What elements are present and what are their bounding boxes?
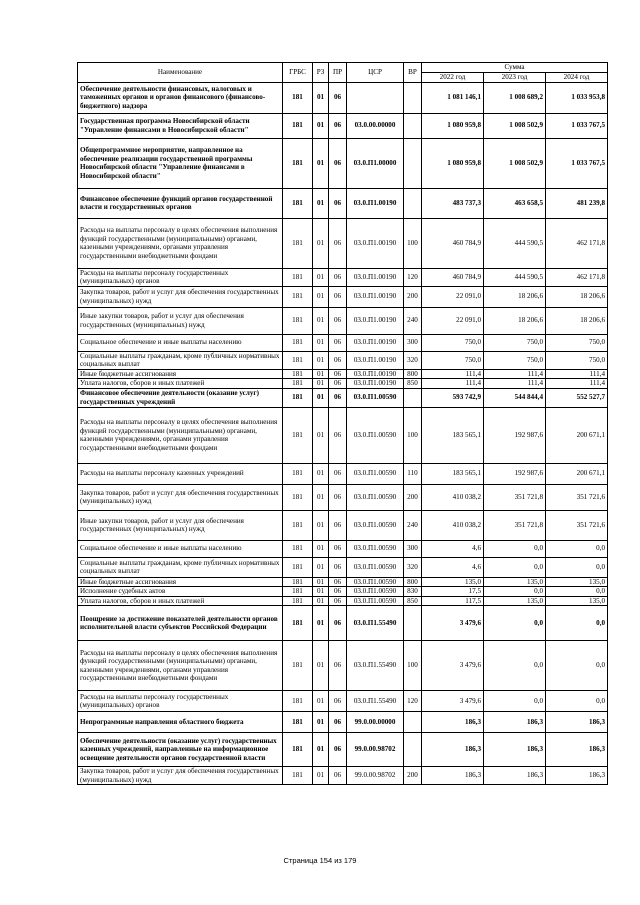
cell-v2024: 0,0 xyxy=(546,691,608,712)
cell-v2023: 544 844,4 xyxy=(484,388,546,407)
cell-pr: 06 xyxy=(329,334,347,351)
cell-v2024: 111,4 xyxy=(546,369,608,379)
table-row xyxy=(78,268,608,286)
cell-v2024: 186,3 xyxy=(546,733,608,767)
cell-vr xyxy=(404,712,422,733)
cell-vr xyxy=(404,138,422,188)
table-row xyxy=(78,369,608,379)
cell-v2024: 481 239,8 xyxy=(546,188,608,218)
cell-v2024: 552 527,7 xyxy=(546,388,608,407)
header-rz: РЗ xyxy=(313,63,329,83)
cell-name: Государственная программа Новосибирской области "Управление финансами в Новосибирской области" xyxy=(78,113,283,138)
cell-v2023: 0,0 xyxy=(484,587,546,597)
cell-csr: 03.0.00.00000 xyxy=(347,113,404,138)
cell-v2022: 17,5 xyxy=(422,587,484,597)
cell-rz: 01 xyxy=(313,218,329,268)
cell-rz: 01 xyxy=(313,712,329,733)
cell-csr: 03.0.П1.00590 xyxy=(347,596,404,606)
cell-name: Обеспечение деятельности (оказание услуг) государственных казенных учреждений, направленные на информационное освещение деятельности органов государственной власти xyxy=(78,733,283,767)
cell-rz: 01 xyxy=(313,733,329,767)
cell-grbs: 181 xyxy=(283,733,313,767)
cell-csr: 03.0.П1.00190 xyxy=(347,307,404,334)
cell-v2023: 750,0 xyxy=(484,351,546,369)
cell-rz: 01 xyxy=(313,577,329,587)
cell-name: Расходы на выплаты персоналу в целях обеспечения выполнения функций государственными (муниципальными) органами, казенными учреждениями, органами управления государственными внебюджетными фондами xyxy=(78,407,283,463)
cell-v2024: 750,0 xyxy=(546,334,608,351)
cell-grbs: 181 xyxy=(283,407,313,463)
table-row xyxy=(78,712,608,733)
cell-name: Расходы на выплаты персоналу государственных (муниципальных) органов xyxy=(78,268,283,286)
cell-name: Исполнение судебных актов xyxy=(78,587,283,597)
cell-rz: 01 xyxy=(313,82,329,113)
cell-grbs: 181 xyxy=(283,510,313,540)
cell-csr: 03.0.П1.55490 xyxy=(347,641,404,691)
cell-v2022: 3 479,6 xyxy=(422,691,484,712)
cell-csr: 03.0.П1.00190 xyxy=(347,218,404,268)
cell-vr: 200 xyxy=(404,484,422,510)
cell-grbs: 181 xyxy=(283,369,313,379)
table-row xyxy=(78,587,608,597)
cell-v2024: 351 721,6 xyxy=(546,484,608,510)
cell-v2022: 111,4 xyxy=(422,379,484,389)
cell-name: Уплата налогов, сборов и иных платежей xyxy=(78,596,283,606)
table-header xyxy=(78,63,608,83)
cell-v2024: 186,3 xyxy=(546,712,608,733)
cell-v2022: 183 565,1 xyxy=(422,463,484,484)
table-row xyxy=(78,218,608,268)
table-row xyxy=(78,388,608,407)
cell-rz: 01 xyxy=(313,691,329,712)
cell-pr: 06 xyxy=(329,407,347,463)
cell-name: Социальные выплаты гражданам, кроме публичных нормативных социальных выплат xyxy=(78,351,283,369)
cell-name: Общепрограммное мероприятие, направленное на обеспечение реализации государственной программы Новосибирской области "Управление финансами в Новосибирской области" xyxy=(78,138,283,188)
cell-vr: 100 xyxy=(404,641,422,691)
cell-rz: 01 xyxy=(313,307,329,334)
cell-vr: 100 xyxy=(404,407,422,463)
cell-name: Иные бюджетные ассигнования xyxy=(78,577,283,587)
table-row xyxy=(78,307,608,334)
table-row xyxy=(78,379,608,389)
cell-v2024: 351 721,6 xyxy=(546,510,608,540)
cell-csr: 03.0.П1.00590 xyxy=(347,463,404,484)
cell-pr: 06 xyxy=(329,463,347,484)
cell-name: Иные закупки товаров, работ и услуг для обеспечения государственных (муниципальных) нужд xyxy=(78,307,283,334)
cell-pr: 06 xyxy=(329,351,347,369)
cell-rz: 01 xyxy=(313,407,329,463)
cell-v2023: 0,0 xyxy=(484,557,546,577)
cell-rz: 01 xyxy=(313,510,329,540)
cell-csr: 03.0.П1.00190 xyxy=(347,351,404,369)
cell-grbs: 181 xyxy=(283,388,313,407)
cell-csr: 03.0.П1.00190 xyxy=(347,188,404,218)
cell-v2022: 1 080 959,8 xyxy=(422,113,484,138)
cell-v2024: 186,3 xyxy=(546,767,608,785)
cell-pr: 06 xyxy=(329,540,347,557)
cell-pr: 06 xyxy=(329,307,347,334)
cell-v2023: 192 987,6 xyxy=(484,463,546,484)
cell-v2024: 1 033 953,8 xyxy=(546,82,608,113)
cell-v2023: 18 206,6 xyxy=(484,307,546,334)
cell-rz: 01 xyxy=(313,606,329,641)
cell-vr: 300 xyxy=(404,540,422,557)
cell-v2022: 186,3 xyxy=(422,733,484,767)
cell-grbs: 181 xyxy=(283,641,313,691)
cell-v2024: 135,0 xyxy=(546,596,608,606)
cell-v2022: 750,0 xyxy=(422,351,484,369)
cell-csr: 99.0.00.00000 xyxy=(347,712,404,733)
cell-vr xyxy=(404,113,422,138)
cell-vr xyxy=(404,82,422,113)
cell-name: Иные закупки товаров, работ и услуг для обеспечения государственных (муниципальных) нужд xyxy=(78,510,283,540)
cell-name: Непрограммные направления областного бюджета xyxy=(78,712,283,733)
cell-v2022: 183 565,1 xyxy=(422,407,484,463)
cell-pr: 06 xyxy=(329,577,347,587)
cell-grbs: 181 xyxy=(283,218,313,268)
cell-pr: 06 xyxy=(329,484,347,510)
cell-rz: 01 xyxy=(313,463,329,484)
cell-v2023: 186,3 xyxy=(484,767,546,785)
cell-rz: 01 xyxy=(313,188,329,218)
cell-v2022: 460 784,9 xyxy=(422,268,484,286)
cell-csr: 03.0.П1.00590 xyxy=(347,587,404,597)
cell-name: Социальное обеспечение и иные выплаты населению xyxy=(78,334,283,351)
cell-v2023: 135,0 xyxy=(484,596,546,606)
cell-csr: 03.0.П1.00190 xyxy=(347,286,404,307)
table-row xyxy=(78,407,608,463)
table-row xyxy=(78,577,608,587)
cell-csr: 03.0.П1.00000 xyxy=(347,138,404,188)
cell-grbs: 181 xyxy=(283,557,313,577)
cell-vr: 240 xyxy=(404,510,422,540)
cell-rz: 01 xyxy=(313,557,329,577)
cell-grbs: 181 xyxy=(283,268,313,286)
cell-vr: 200 xyxy=(404,286,422,307)
cell-v2023: 444 590,5 xyxy=(484,218,546,268)
table-row xyxy=(78,596,608,606)
cell-v2022: 3 479,6 xyxy=(422,641,484,691)
cell-name: Расходы на выплаты персоналу в целях обеспечения выполнения функций государственными (муниципальными) органами, казенными учреждениями, органами управления государственными внебюджетными фондами xyxy=(78,218,283,268)
cell-csr: 99.0.00.98702 xyxy=(347,767,404,785)
cell-grbs: 181 xyxy=(283,587,313,597)
cell-csr: 03.0.П1.00590 xyxy=(347,407,404,463)
page-number: Страница 154 из 179 xyxy=(283,856,357,865)
header-csr: ЦСР xyxy=(347,63,404,83)
cell-csr: 03.0.П1.00590 xyxy=(347,484,404,510)
header-vr: ВР xyxy=(404,63,422,83)
cell-pr: 06 xyxy=(329,113,347,138)
cell-vr: 110 xyxy=(404,463,422,484)
cell-csr: 03.0.П1.00590 xyxy=(347,388,404,407)
cell-v2023: 135,0 xyxy=(484,577,546,587)
cell-grbs: 181 xyxy=(283,484,313,510)
cell-grbs: 181 xyxy=(283,463,313,484)
table-row xyxy=(78,463,608,484)
cell-v2022: 186,3 xyxy=(422,767,484,785)
cell-v2022: 111,4 xyxy=(422,369,484,379)
cell-pr: 06 xyxy=(329,379,347,389)
cell-rz: 01 xyxy=(313,268,329,286)
cell-grbs: 181 xyxy=(283,138,313,188)
cell-pr: 06 xyxy=(329,767,347,785)
cell-rz: 01 xyxy=(313,641,329,691)
cell-rz: 01 xyxy=(313,286,329,307)
cell-v2024: 0,0 xyxy=(546,540,608,557)
cell-grbs: 181 xyxy=(283,577,313,587)
cell-grbs: 181 xyxy=(283,82,313,113)
cell-v2024: 18 206,6 xyxy=(546,286,608,307)
cell-pr: 06 xyxy=(329,286,347,307)
cell-v2022: 410 038,2 xyxy=(422,510,484,540)
cell-v2024: 111,4 xyxy=(546,379,608,389)
cell-vr: 800 xyxy=(404,369,422,379)
cell-csr: 03.0.П1.00190 xyxy=(347,379,404,389)
cell-csr: 03.0.П1.55490 xyxy=(347,691,404,712)
cell-v2022: 135,0 xyxy=(422,577,484,587)
table-row xyxy=(78,82,608,113)
table-row xyxy=(78,113,608,138)
header-year-2024: 2024 год xyxy=(546,73,608,83)
cell-grbs: 181 xyxy=(283,691,313,712)
cell-v2024: 0,0 xyxy=(546,587,608,597)
cell-pr: 06 xyxy=(329,388,347,407)
cell-v2024: 1 033 767,5 xyxy=(546,138,608,188)
cell-v2022: 593 742,9 xyxy=(422,388,484,407)
cell-vr: 120 xyxy=(404,691,422,712)
cell-name: Поощрение за достижение показателей деятельности органов исполнительной власти субъектов Российской Федерации xyxy=(78,606,283,641)
cell-v2023: 1 008 502,9 xyxy=(484,138,546,188)
cell-csr: 03.0.П1.00590 xyxy=(347,540,404,557)
table-row xyxy=(78,606,608,641)
cell-v2022: 3 479,6 xyxy=(422,606,484,641)
cell-v2023: 1 008 502,9 xyxy=(484,113,546,138)
cell-pr: 06 xyxy=(329,606,347,641)
cell-name: Социальное обеспечение и иные выплаты населению xyxy=(78,540,283,557)
cell-vr: 830 xyxy=(404,587,422,597)
table-row xyxy=(78,138,608,188)
cell-vr: 240 xyxy=(404,307,422,334)
cell-v2023: 111,4 xyxy=(484,369,546,379)
cell-name: Обеспечение деятельности финансовых, налоговых и таможенных органов и органов финансового (финансово-бюджетного) надзора xyxy=(78,82,283,113)
cell-v2023: 444 590,5 xyxy=(484,268,546,286)
cell-v2022: 750,0 xyxy=(422,334,484,351)
cell-v2022: 186,3 xyxy=(422,712,484,733)
cell-grbs: 181 xyxy=(283,596,313,606)
cell-vr: 850 xyxy=(404,596,422,606)
cell-v2022: 117,5 xyxy=(422,596,484,606)
cell-grbs: 181 xyxy=(283,767,313,785)
table-row xyxy=(78,733,608,767)
cell-csr xyxy=(347,82,404,113)
header-name: Наименование xyxy=(78,63,283,83)
cell-vr: 120 xyxy=(404,268,422,286)
cell-grbs: 181 xyxy=(283,379,313,389)
cell-csr: 03.0.П1.00190 xyxy=(347,268,404,286)
cell-pr: 06 xyxy=(329,712,347,733)
cell-csr: 03.0.П1.00190 xyxy=(347,369,404,379)
cell-vr xyxy=(404,188,422,218)
cell-v2023: 192 987,6 xyxy=(484,407,546,463)
header-year-2023: 2023 год xyxy=(484,73,546,83)
cell-name: Иные бюджетные ассигнования xyxy=(78,369,283,379)
header-pr: ПР xyxy=(329,63,347,83)
cell-v2023: 186,3 xyxy=(484,733,546,767)
cell-rz: 01 xyxy=(313,587,329,597)
cell-pr: 06 xyxy=(329,557,347,577)
cell-name: Уплата налогов, сборов и иных платежей xyxy=(78,379,283,389)
cell-rz: 01 xyxy=(313,540,329,557)
table-row xyxy=(78,510,608,540)
cell-rz: 01 xyxy=(313,351,329,369)
cell-v2023: 0,0 xyxy=(484,540,546,557)
cell-rz: 01 xyxy=(313,767,329,785)
cell-v2023: 351 721,8 xyxy=(484,510,546,540)
cell-v2023: 111,4 xyxy=(484,379,546,389)
cell-rz: 01 xyxy=(313,113,329,138)
cell-v2024: 200 671,1 xyxy=(546,407,608,463)
cell-v2023: 0,0 xyxy=(484,606,546,641)
cell-pr: 06 xyxy=(329,138,347,188)
cell-name: Финансовое обеспечение функций органов государственной власти и государственных органов xyxy=(78,188,283,218)
cell-rz: 01 xyxy=(313,379,329,389)
cell-v2022: 22 091,0 xyxy=(422,286,484,307)
header-grbs: ГРБС xyxy=(283,63,313,83)
cell-name: Финансовое обеспечение деятельности (оказание услуг) государственных учреждений xyxy=(78,388,283,407)
cell-v2022: 1 081 146,1 xyxy=(422,82,484,113)
cell-rz: 01 xyxy=(313,138,329,188)
cell-pr: 06 xyxy=(329,587,347,597)
cell-grbs: 181 xyxy=(283,307,313,334)
cell-vr: 320 xyxy=(404,557,422,577)
cell-v2024: 1 033 767,5 xyxy=(546,113,608,138)
header-sum: Сумма xyxy=(422,63,608,73)
cell-v2022: 22 091,0 xyxy=(422,307,484,334)
cell-vr: 800 xyxy=(404,577,422,587)
cell-v2022: 1 080 959,8 xyxy=(422,138,484,188)
table-row xyxy=(78,286,608,307)
cell-rz: 01 xyxy=(313,484,329,510)
cell-pr: 06 xyxy=(329,82,347,113)
cell-rz: 01 xyxy=(313,369,329,379)
cell-vr: 850 xyxy=(404,379,422,389)
cell-pr: 06 xyxy=(329,369,347,379)
budget-table xyxy=(77,62,608,785)
cell-v2024: 200 671,1 xyxy=(546,463,608,484)
table-row xyxy=(78,484,608,510)
table-row xyxy=(78,767,608,785)
cell-pr: 06 xyxy=(329,268,347,286)
cell-name: Социальные выплаты гражданам, кроме публичных нормативных социальных выплат xyxy=(78,557,283,577)
cell-v2022: 460 784,9 xyxy=(422,218,484,268)
table-row xyxy=(78,691,608,712)
cell-v2023: 18 206,6 xyxy=(484,286,546,307)
cell-v2023: 351 721,8 xyxy=(484,484,546,510)
table-row xyxy=(78,557,608,577)
table-row xyxy=(78,351,608,369)
cell-v2022: 4,6 xyxy=(422,540,484,557)
cell-pr: 06 xyxy=(329,218,347,268)
cell-vr: 100 xyxy=(404,218,422,268)
cell-vr: 200 xyxy=(404,767,422,785)
cell-pr: 06 xyxy=(329,596,347,606)
cell-rz: 01 xyxy=(313,388,329,407)
cell-v2024: 0,0 xyxy=(546,606,608,641)
header-year-2022: 2022 год xyxy=(422,73,484,83)
cell-v2023: 1 008 689,2 xyxy=(484,82,546,113)
cell-vr: 320 xyxy=(404,351,422,369)
cell-v2023: 0,0 xyxy=(484,641,546,691)
cell-rz: 01 xyxy=(313,596,329,606)
cell-rz: 01 xyxy=(313,334,329,351)
cell-vr: 300 xyxy=(404,334,422,351)
cell-v2024: 18 206,6 xyxy=(546,307,608,334)
cell-grbs: 181 xyxy=(283,712,313,733)
cell-v2022: 4,6 xyxy=(422,557,484,577)
cell-v2023: 463 658,5 xyxy=(484,188,546,218)
cell-vr xyxy=(404,606,422,641)
cell-pr: 06 xyxy=(329,691,347,712)
cell-grbs: 181 xyxy=(283,606,313,641)
cell-pr: 06 xyxy=(329,188,347,218)
cell-name: Закупка товаров, работ и услуг для обеспечения государственных (муниципальных) нужд xyxy=(78,767,283,785)
cell-v2024: 135,0 xyxy=(546,577,608,587)
table-body xyxy=(78,82,608,785)
cell-v2024: 0,0 xyxy=(546,557,608,577)
cell-vr xyxy=(404,733,422,767)
cell-csr: 03.0.П1.55490 xyxy=(347,606,404,641)
cell-csr: 03.0.П1.00590 xyxy=(347,577,404,587)
cell-v2023: 750,0 xyxy=(484,334,546,351)
table-row xyxy=(78,540,608,557)
cell-v2022: 410 038,2 xyxy=(422,484,484,510)
cell-pr: 06 xyxy=(329,641,347,691)
cell-csr: 03.0.П1.00590 xyxy=(347,510,404,540)
table-row xyxy=(78,188,608,218)
cell-name: Расходы на выплаты персоналу государственных (муниципальных) органов xyxy=(78,691,283,712)
cell-name: Закупка товаров, работ и услуг для обеспечения государственных (муниципальных) нужд xyxy=(78,484,283,510)
cell-grbs: 181 xyxy=(283,540,313,557)
cell-csr: 03.0.П1.00590 xyxy=(347,557,404,577)
cell-v2024: 750,0 xyxy=(546,351,608,369)
cell-grbs: 181 xyxy=(283,113,313,138)
cell-name: Расходы на выплаты персоналу в целях обеспечения выполнения функций государственными (муниципальными) органами, казенными учреждениями, органами управления государственными внебюджетными фондами xyxy=(78,641,283,691)
cell-v2024: 0,0 xyxy=(546,641,608,691)
cell-grbs: 181 xyxy=(283,188,313,218)
cell-name: Расходы на выплаты персоналу казенных учреждений xyxy=(78,463,283,484)
cell-pr: 06 xyxy=(329,733,347,767)
cell-v2024: 462 171,8 xyxy=(546,268,608,286)
cell-v2023: 0,0 xyxy=(484,691,546,712)
table-row xyxy=(78,641,608,691)
cell-v2023: 186,3 xyxy=(484,712,546,733)
cell-grbs: 181 xyxy=(283,334,313,351)
cell-pr: 06 xyxy=(329,510,347,540)
cell-grbs: 181 xyxy=(283,286,313,307)
cell-csr: 99.0.00.98702 xyxy=(347,733,404,767)
cell-vr xyxy=(404,388,422,407)
cell-v2024: 462 171,8 xyxy=(546,218,608,268)
cell-name: Закупка товаров, работ и услуг для обеспечения государственных (муниципальных) нужд xyxy=(78,286,283,307)
table-row xyxy=(78,334,608,351)
cell-csr: 03.0.П1.00190 xyxy=(347,334,404,351)
cell-grbs: 181 xyxy=(283,351,313,369)
cell-v2022: 483 737,3 xyxy=(422,188,484,218)
